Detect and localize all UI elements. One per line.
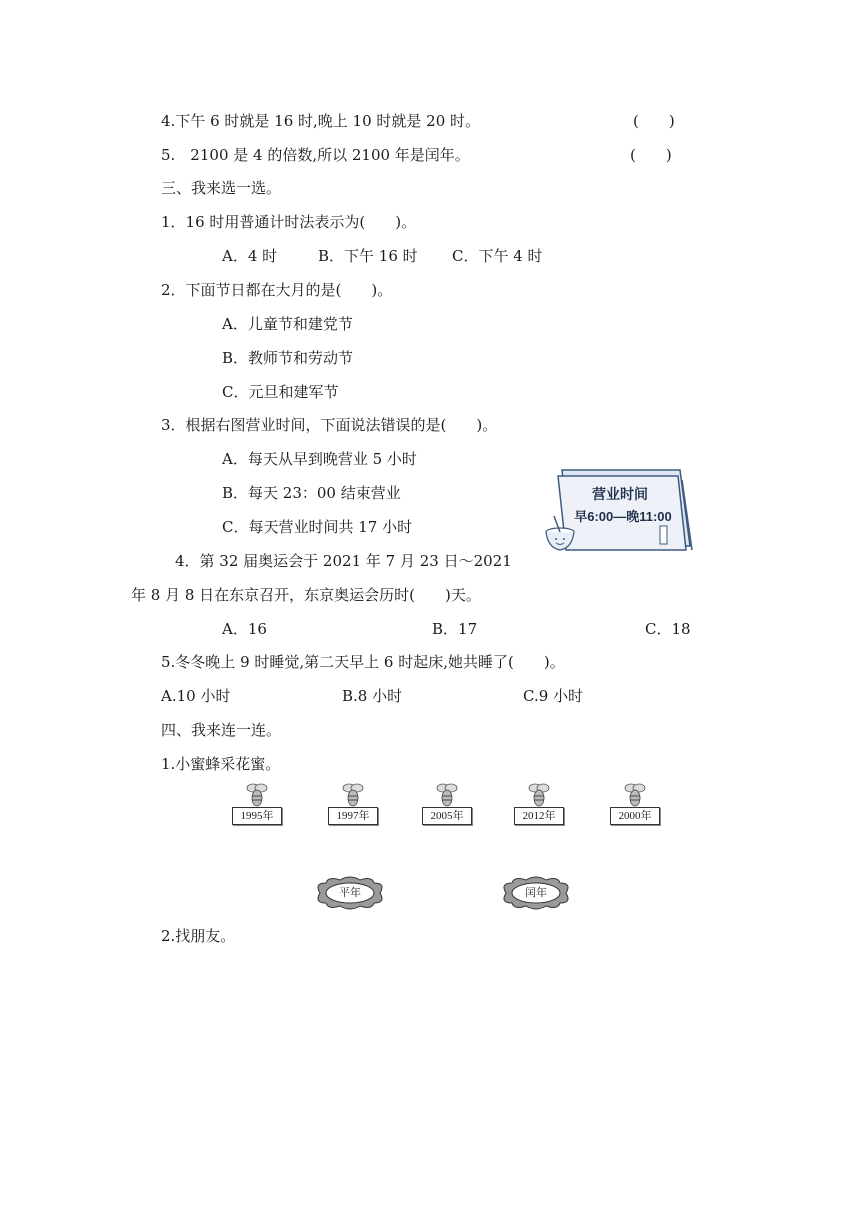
bee-year-label: 1995年 <box>232 807 282 825</box>
flower-label: 平年 <box>339 886 361 899</box>
flower-leap-year[interactable] <box>496 875 576 911</box>
bee-year-2000[interactable] <box>610 782 660 826</box>
q5-option-c[interactable]: C.9 小时 <box>523 687 584 705</box>
bee-year-label: 1997年 <box>328 807 378 825</box>
bee-icon <box>624 782 646 808</box>
bee-year-label: 2012年 <box>514 807 564 825</box>
judge-answer-paren-5[interactable]: ( ) <box>630 146 672 164</box>
judge-question-5: 5. 2100 是 4 的倍数,所以 2100 年是闰年。 <box>161 146 470 164</box>
bee-icon <box>246 782 268 808</box>
q4-option-b[interactable]: B．17 <box>432 620 478 638</box>
q3-option-c[interactable]: C．每天营业时间共 17 小时 <box>222 518 413 536</box>
q5-option-b[interactable]: B.8 小时 <box>342 687 403 705</box>
business-hours-sign <box>540 466 700 556</box>
q1-option-b[interactable]: B．下午 16 时 <box>318 247 418 265</box>
choice-question-4-line2: 年 8 月 8 日在东京召开，东京奥运会历时( )天。 <box>131 586 481 604</box>
bee-year-2005[interactable] <box>422 782 472 826</box>
choice-question-2: 2．下面节日都在大月的是( )。 <box>161 281 393 299</box>
bee-year-1997[interactable] <box>328 782 378 826</box>
flower-label: 闰年 <box>525 886 547 899</box>
bee-icon <box>528 782 550 808</box>
q2-option-c[interactable]: C．元旦和建军节 <box>222 383 339 401</box>
sign-hours: 早6:00—晚11:00 <box>574 509 672 524</box>
bee-year-2012[interactable] <box>514 782 564 826</box>
q2-option-a[interactable]: A．儿童节和建党节 <box>222 315 353 333</box>
bee-year-1995[interactable] <box>232 782 282 826</box>
choice-question-4-line1: 4．第 32 届奥运会于 2021 年 7 月 23 日～2021 <box>175 552 512 570</box>
sign-title: 营业时间 <box>592 487 648 503</box>
q1-option-c[interactable]: C．下午 4 时 <box>452 247 543 265</box>
judge-answer-paren-4[interactable]: ( ) <box>633 112 675 130</box>
q3-option-b[interactable]: B．每天 23：00 结束营业 <box>222 484 401 502</box>
section-4-heading: 四、我来连一连。 <box>161 721 282 739</box>
bee-year-label: 2000年 <box>610 807 660 825</box>
q2-option-b[interactable]: B．教师节和劳动节 <box>222 349 354 367</box>
choice-question-3: 3．根据右图营业时间，下面说法错误的是( )。 <box>161 416 498 434</box>
matching-question-1: 1.小蜜蜂采花蜜。 <box>161 755 281 773</box>
bee-year-label: 2005年 <box>422 807 472 825</box>
flower-common-year[interactable] <box>310 875 390 911</box>
q4-option-c[interactable]: C．18 <box>645 620 691 638</box>
bee-icon <box>436 782 458 808</box>
choice-question-5: 5.冬冬晚上 9 时睡觉,第二天早上 6 时起床,她共睡了( )。 <box>161 653 565 671</box>
q1-option-a[interactable]: A．4 时 <box>222 247 278 265</box>
judge-question-4: 4.下午 6 时就是 16 时,晚上 10 时就是 20 时。 <box>161 112 481 130</box>
q3-option-a[interactable]: A．每天从早到晚营业 5 小时 <box>222 450 417 468</box>
choice-question-1: 1．16 时用普通计时法表示为( )。 <box>161 213 417 231</box>
bee-icon <box>342 782 364 808</box>
section-3-heading: 三、我来选一选。 <box>161 179 282 197</box>
q5-option-a[interactable]: A.10 小时 <box>161 687 231 705</box>
q4-option-a[interactable]: A．16 <box>222 620 267 638</box>
matching-question-2: 2.找朋友。 <box>161 927 236 945</box>
